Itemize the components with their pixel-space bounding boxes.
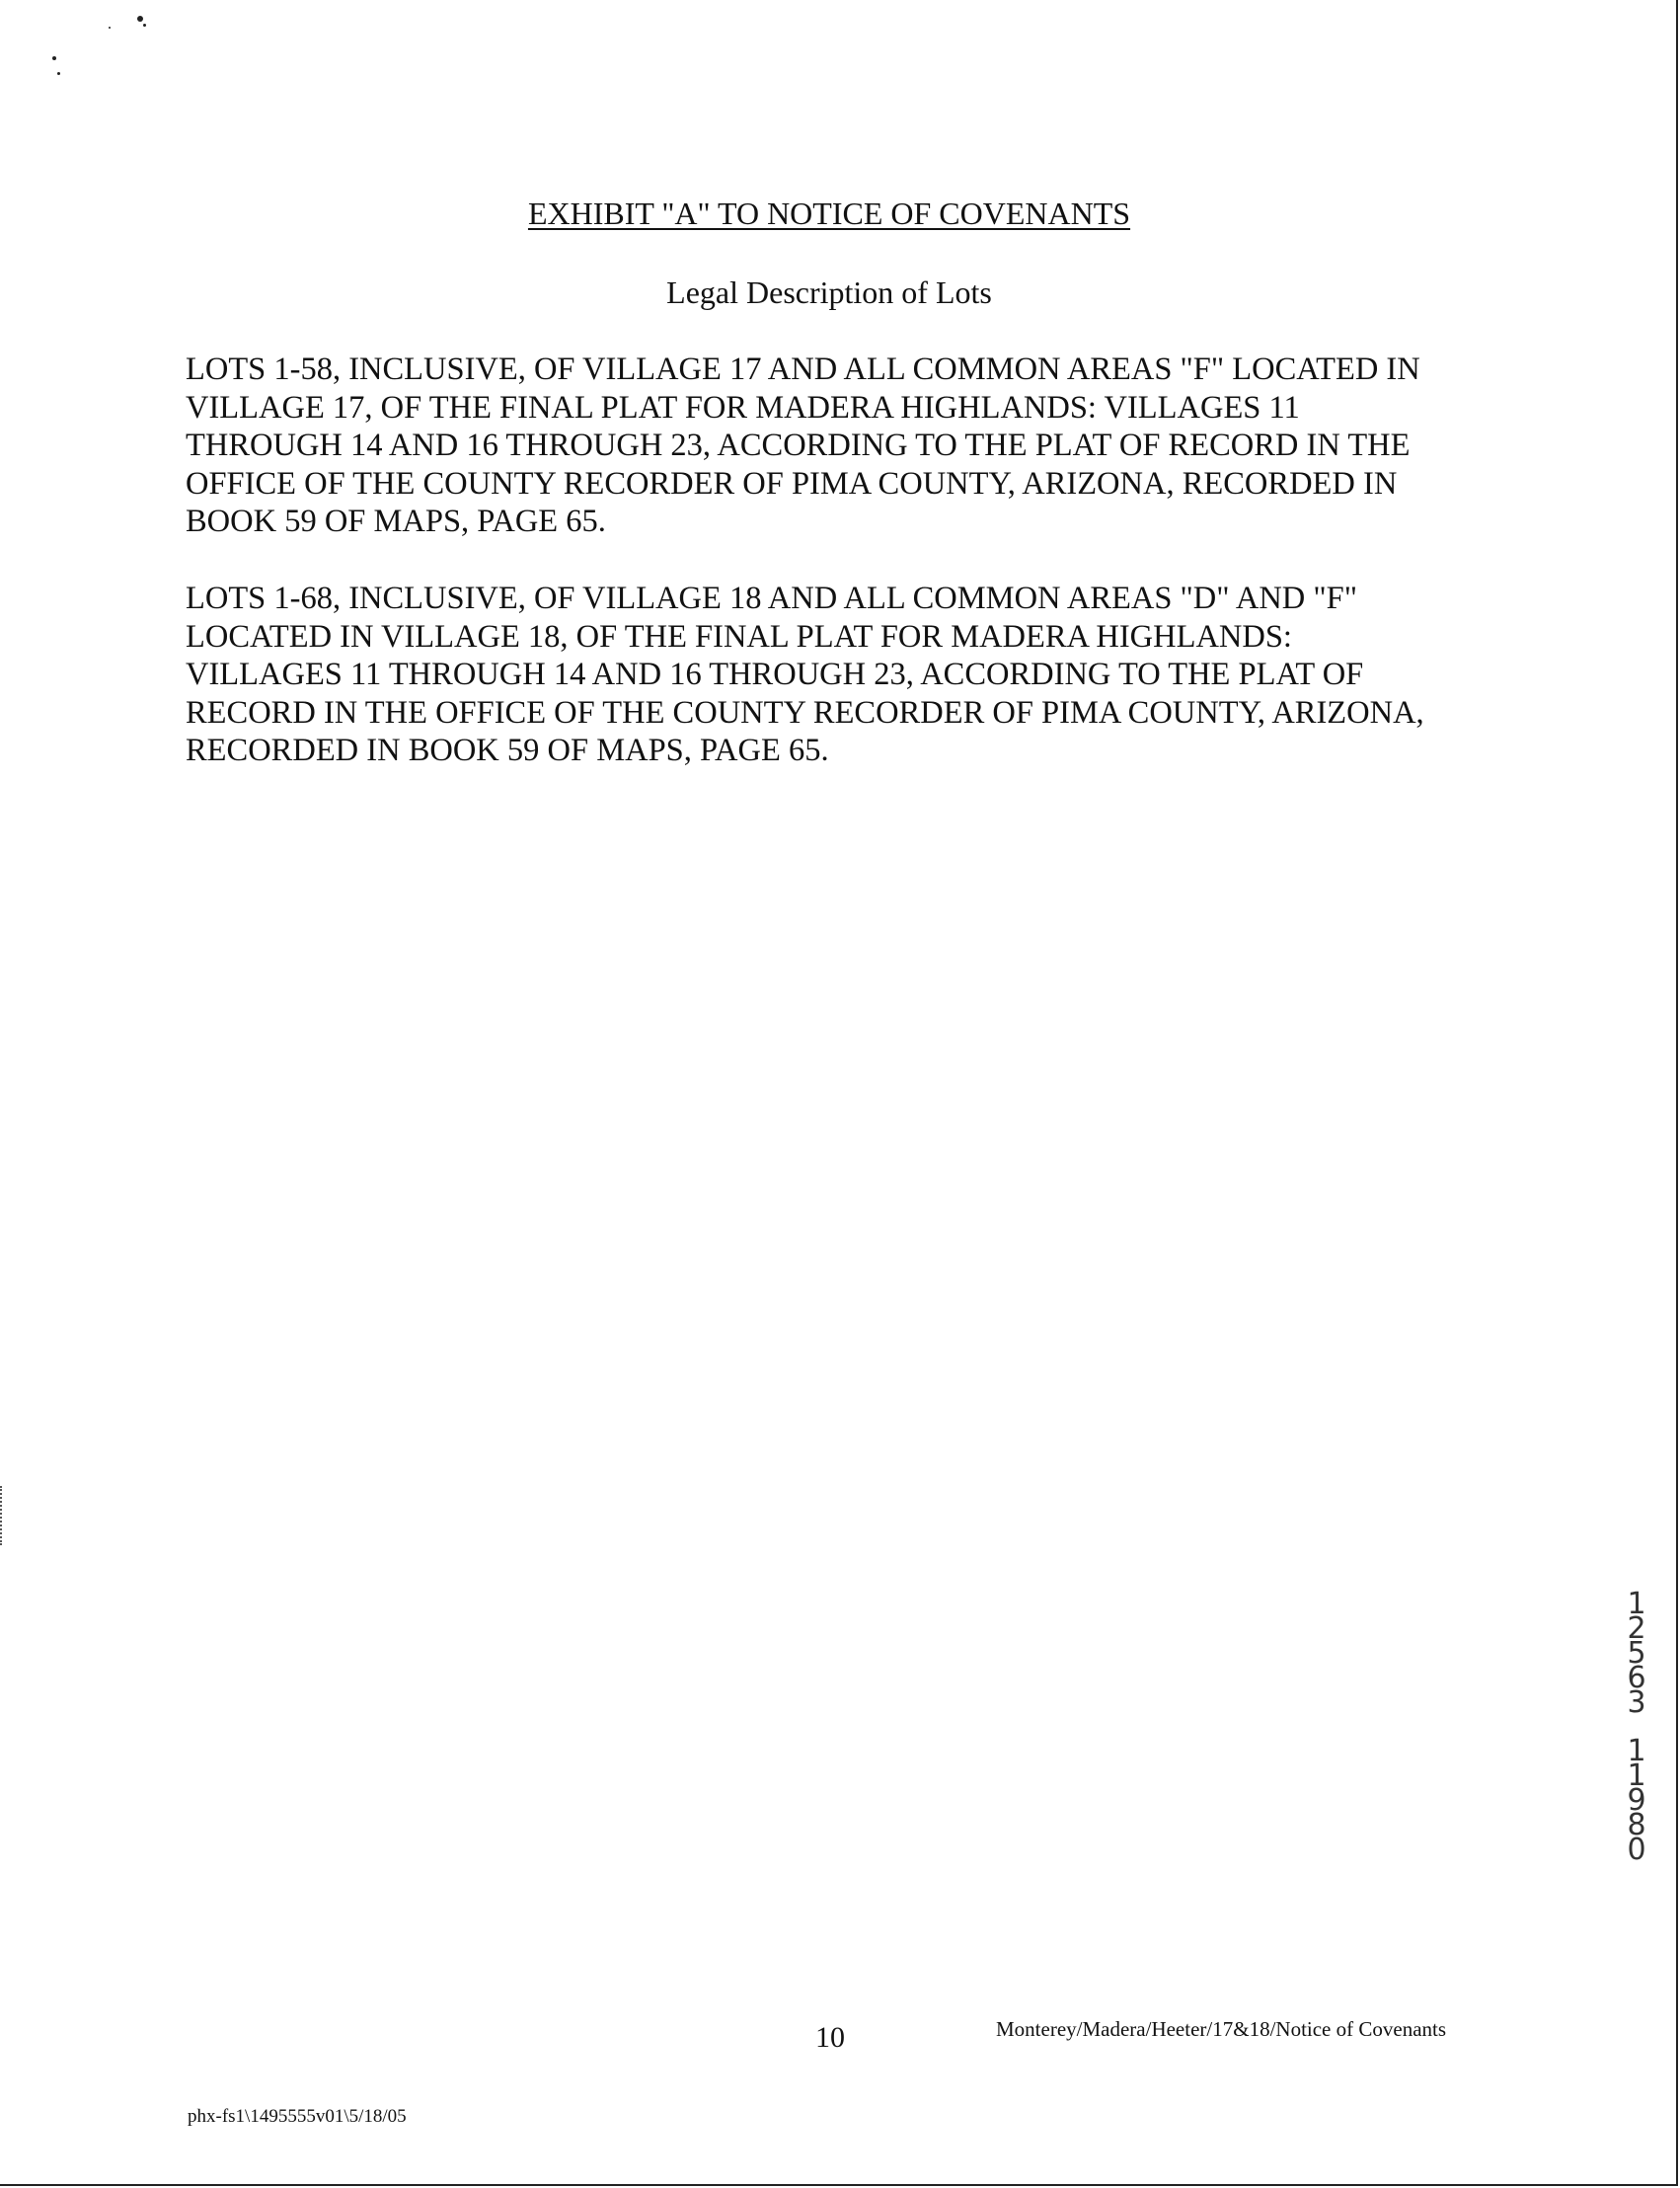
legal-description-paragraph bbox=[186, 580, 1489, 770]
scan-edge-mark bbox=[0, 1486, 4, 1545]
footer-reference: Monterey/Madera/Heeter/17&18/Notice of Covenants bbox=[996, 2017, 1447, 2041]
book-digit: 2 bbox=[1627, 1611, 1646, 1646]
recording-number-stamp bbox=[1620, 1587, 1653, 1867]
page-digit: 1 bbox=[1627, 1758, 1646, 1793]
paragraph-line: RECORDED IN BOOK 59 OF MAPS, PAGE 65. bbox=[186, 733, 829, 768]
page-digit: 1 bbox=[1627, 1734, 1646, 1768]
paragraph-line: VILLAGE 17, OF THE FINAL PLAT FOR MADERA HIGHLANDS: VILLAGES 11 bbox=[186, 389, 1300, 426]
exhibit-title: EXHIBIT "A" TO NOTICE OF COVENANTS bbox=[527, 195, 1131, 231]
scan-speck bbox=[52, 56, 56, 60]
scan-speck bbox=[143, 24, 146, 27]
paragraph-line: RECORD IN THE OFFICE OF THE COUNTY RECORDER OF PIMA COUNTY, ARIZONA, bbox=[186, 694, 1424, 731]
scan-speck bbox=[137, 16, 143, 22]
page-number: 10 bbox=[815, 2021, 845, 2054]
page-digit: 8 bbox=[1627, 1808, 1646, 1842]
paragraph-line: LOTS 1-58, INCLUSIVE, OF VILLAGE 17 AND ALL COMMON AREAS "F" LOCATED IN bbox=[186, 352, 1420, 387]
page-digit: 9 bbox=[1627, 1783, 1646, 1818]
paragraph-line: LOTS 1-68, INCLUSIVE, OF VILLAGE 18 AND ALL COMMON AREAS "D" AND "F" bbox=[186, 581, 1357, 616]
scan-speck bbox=[109, 27, 111, 29]
book-digit: 3 bbox=[1627, 1685, 1646, 1720]
book-digit: 1 bbox=[1627, 1587, 1646, 1621]
document-id: phx-fs1\1495555v01\5/18/05 bbox=[188, 2106, 407, 2127]
book-digit: 6 bbox=[1627, 1661, 1646, 1695]
legal-description-paragraph bbox=[186, 351, 1489, 541]
paragraph-line: BOOK 59 OF MAPS, PAGE 65. bbox=[186, 504, 606, 539]
scan-speck bbox=[57, 72, 60, 75]
page-digit: 0 bbox=[1627, 1833, 1646, 1867]
paragraph-line: VILLAGES 11 THROUGH 14 AND 16 THROUGH 23, ACCORDING TO THE PLAT OF bbox=[186, 657, 1364, 692]
paragraph-line: LOCATED IN VILLAGE 18, OF THE FINAL PLAT FOR MADERA HIGHLANDS: bbox=[186, 618, 1292, 655]
exhibit-subtitle: Legal Description of Lots bbox=[666, 274, 992, 310]
paragraph-line: THROUGH 14 AND 16 THROUGH 23, ACCORDING TO THE PLAT OF RECORD IN THE bbox=[186, 428, 1411, 463]
book-digit: 5 bbox=[1627, 1636, 1646, 1671]
paragraph-line: OFFICE OF THE COUNTY RECORDER OF PIMA COUNTY, ARIZONA, RECORDED IN bbox=[186, 465, 1398, 502]
